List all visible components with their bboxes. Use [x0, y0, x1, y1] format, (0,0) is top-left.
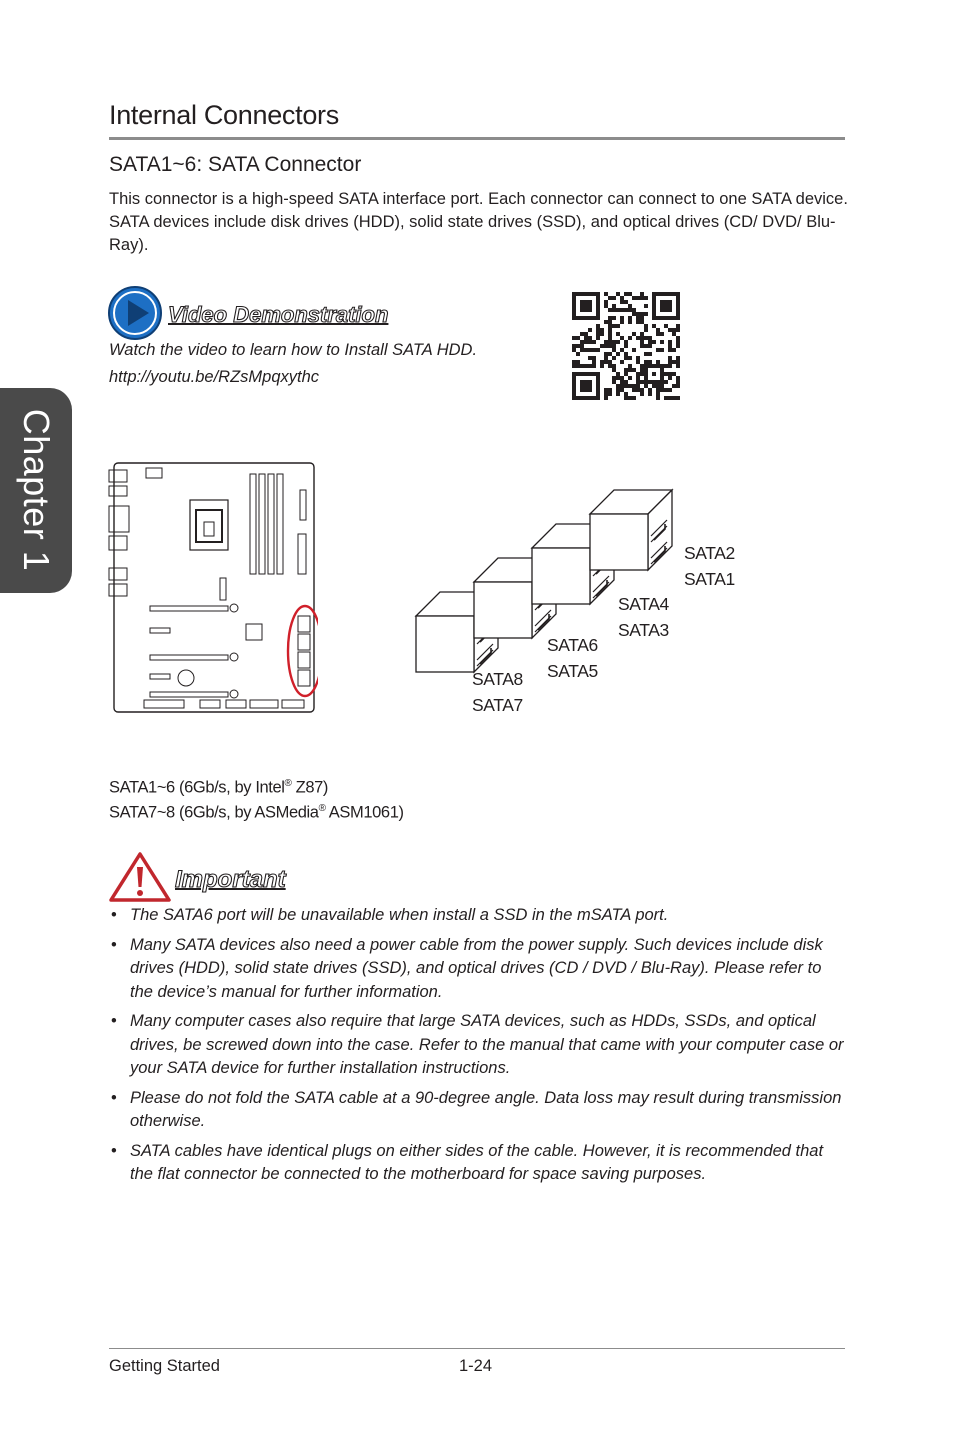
section-subtitle: SATA1~6: SATA Connector [109, 153, 362, 176]
important-note: • The SATA6 port will be unavailable when install a SSD in the mSATA port. [109, 904, 845, 928]
footer-section-name: Getting Started [109, 1357, 220, 1375]
label-sata1: SATA1 [684, 569, 735, 589]
important-note: • Many SATA devices also need a power cable from the power supply. Such devices include disk drives (HDD), solid state drives (SSD), and optical drives (CD / DVD / Blu-Ray). Please refer to the device’s manual for further information. [111, 935, 823, 1001]
label-sata7: SATA7 [472, 695, 523, 715]
label-sata3: SATA3 [618, 620, 669, 640]
motherboard-diagram [108, 460, 318, 716]
qr-code-icon [572, 292, 680, 400]
chapter-tab [0, 388, 72, 593]
bullet: • [111, 1141, 117, 1160]
bullet: • [111, 1012, 117, 1030]
bullet: • [111, 935, 117, 954]
page-title: Internal Connectors [109, 100, 339, 130]
play-icon[interactable] [107, 285, 163, 341]
important-title: Important [175, 866, 286, 893]
bullet: • [111, 1088, 117, 1107]
warning-icon [108, 851, 172, 903]
important-notes-list [109, 904, 845, 1193]
important-note: • Please do not fold the SATA cable at a 90-degree angle. Data loss may result during transmission otherwise. [111, 1088, 842, 1130]
chapter-label: Chapter 1 [16, 408, 57, 572]
label-sata4: SATA4 [618, 594, 669, 614]
bullet: • [111, 906, 117, 924]
label-sata5: SATA5 [547, 661, 598, 681]
label-sata2: SATA2 [684, 543, 735, 563]
important-note: • Many computer cases also require that large SATA devices, such as HDDs, SSDs, and optical drives, be screwed down into the case. Refer to the manual that came with your computer case or your SATA device for further installation instructions. [111, 1012, 844, 1077]
page-number: 1-24 [459, 1357, 493, 1375]
footer-divider [109, 1348, 845, 1349]
label-sata8: SATA8 [472, 669, 523, 689]
video-link[interactable]: http://youtu.be/RZsMpqxythc [109, 368, 320, 386]
intro-paragraph: This connector is a high-speed SATA interface port. Each connector can connect to one SATA device. SATA devices include disk drives (HDD), solid state drives (SSD), and optical drives (CD/ DVD/ Blu-Ray). [109, 190, 848, 254]
important-note: • SATA cables have identical plugs on either sides of the cable. However, it is recommended that the flat connector be connected to the motherboard for space saving purposes. [111, 1141, 824, 1183]
video-demonstration-title: Video Demonstration [168, 302, 389, 327]
video-description: Watch the video to learn how to Install SATA HDD. [109, 341, 478, 359]
label-sata6: SATA6 [547, 635, 598, 655]
title-divider [109, 137, 845, 140]
spec-line-asmedia: SATA7~8 (6Gb/s, by ASMedia® ASM1061) [109, 803, 404, 822]
spec-line-intel: SATA1~6 (6Gb/s, by Intel® Z87) [109, 778, 328, 797]
